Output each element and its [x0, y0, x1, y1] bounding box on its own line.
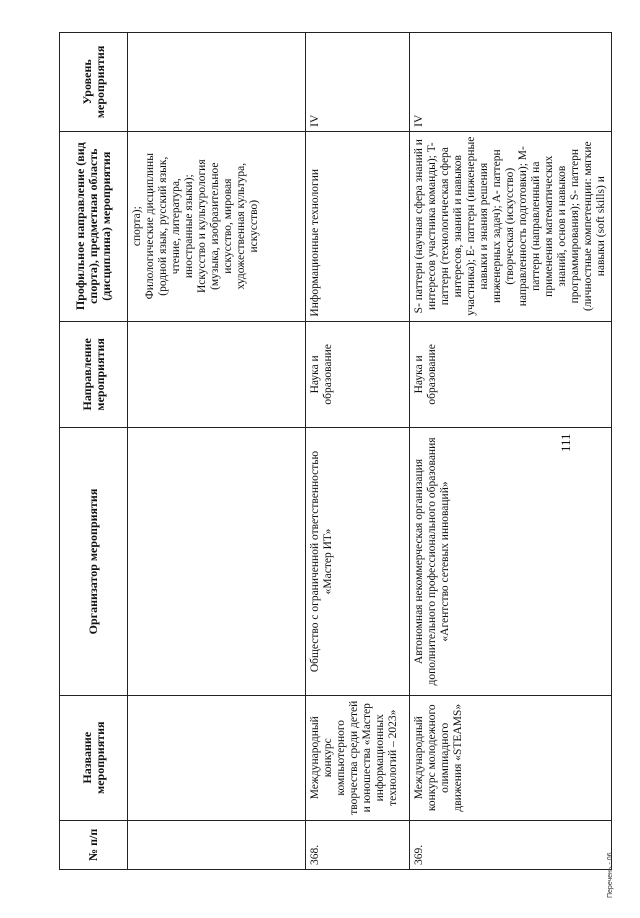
cell-profile: Информационные технологии: [306, 131, 410, 321]
cell-name: [128, 695, 306, 820]
cell-direction: Наука и образование: [410, 321, 612, 428]
header-level: Уровень мероприятия: [60, 33, 128, 132]
cell-level: IV: [410, 33, 612, 132]
header-num: № п/п: [60, 820, 128, 869]
cell-organizer: [128, 428, 306, 696]
cell-level: [128, 33, 306, 132]
header-direction: Направление мероприятия: [60, 321, 128, 428]
events-table: [59, 32, 612, 870]
table-header-row: [60, 33, 128, 870]
cell-num: [128, 820, 306, 869]
table-row: [306, 33, 410, 870]
cell-level: IV: [306, 33, 410, 132]
events-table-container: [59, 32, 607, 870]
cell-num: 369.: [410, 820, 612, 869]
page-number: 111: [558, 433, 573, 452]
cell-organizer: Общество с ограниченной ответственностью «Мастер ИТ»: [306, 428, 410, 696]
cell-profile: S- паттерн (научная сфера знаний и интересов участника команды); T- паттерн (технологическая сфера интересов, знаний и навыков участника); E- паттерн (инженерные навыки и знания решения инженерных задач); A- паттерн (творческая (искусство) направленность подготовки); M- паттерн (направленный на применения математических знаний, основ и навыков программирования); S- паттерн (личностные компетенции: мягкие навыки (soft skills) и: [410, 131, 612, 321]
footer-code: Перечень - 06: [607, 852, 614, 898]
cell-num: 368.: [306, 820, 410, 869]
table-row: [128, 33, 306, 870]
cell-organizer: Автономная некоммерческая организация дополнительного профессионального образования «Агентство сетевых инноваций»: [410, 428, 612, 696]
header-organizer: Организатор мероприятия: [60, 428, 128, 696]
cell-name: Международный конкурс компьютерного творчества среди детей и юношества «Мастер информационных технологий – 2023»: [306, 695, 410, 820]
header-name: Название мероприятия: [60, 695, 128, 820]
cell-direction: [128, 321, 306, 428]
cell-name: Международный конкурс молодежного олимпиадного движения «STEAMS»: [410, 695, 612, 820]
cell-profile: спорта); Филологические дисциплины (родной язык, русский язык, чтение, литература, иностранные языки); Искусство и культурология (музыка, изобразительное искусство, мировая художественная культура, искусство): [128, 131, 306, 321]
header-profile: Профильное направление (вид спорта), предметная область (дисциплина) мероприятия: [60, 131, 128, 321]
cell-direction: Наука и образование: [306, 321, 410, 428]
table-row: [410, 33, 612, 870]
